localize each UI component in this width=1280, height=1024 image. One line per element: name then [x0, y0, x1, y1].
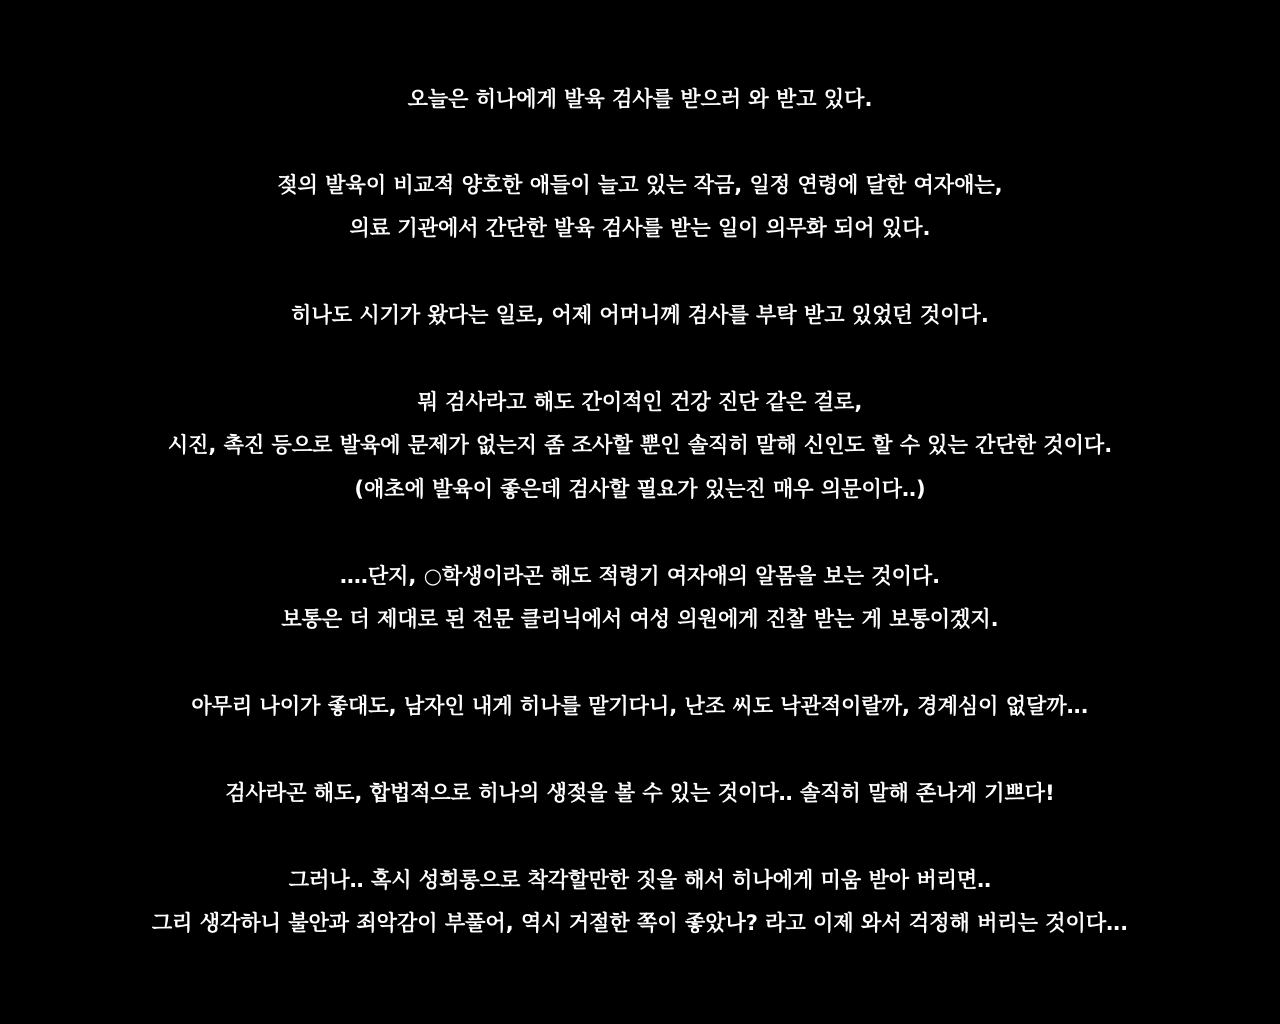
- narration-line: 검사라곤 해도, 합법적으로 히나의 생젖을 볼 수 있는 것이다‥ 솔직히 말해 존나게 기쁘다!: [225, 781, 1055, 805]
- narration-line: 아무리 나이가 좋대도, 남자인 내게 히나를 맡기다니, 난조 씨도 낙관적이랄까, 경계심이 없달까‥.: [191, 694, 1089, 718]
- narration-line: 뭐 검사라고 해도 간이적인 건강 진단 같은 걸로,: [417, 390, 863, 414]
- narration-line: 보통은 더 제대로 된 전문 클리닉에서 여성 의원에게 진찰 받는 게 보통이겠지.: [281, 607, 999, 631]
- narration-line: 그리 생각하니 불안과 죄악감이 부풀어, 역시 거절한 쪽이 좋았나? 라고 이제 와서 걱정해 버리는 것이다‥.: [151, 911, 1129, 935]
- narration-line: 그러나‥ 혹시 성희롱으로 착각할만한 짓을 해서 히나에게 미움 받아 버리면‥: [288, 868, 992, 892]
- narration-line: 시진, 촉진 등으로 발육에 문제가 없는지 좀 조사할 뿐인 솔직히 말해 신인도 할 수 있는 간단한 것이다.: [167, 433, 1113, 457]
- narration-line: 오늘은 히나에게 발육 검사를 받으러 와 받고 있다.: [407, 87, 873, 111]
- narration-line: ‥‥단지, ○학생이라곤 해도 적령기 여자애의 알몸을 보는 것이다.: [339, 564, 941, 588]
- narration-line: 히나도 시기가 왔다는 일로, 어제 어머니께 검사를 부탁 받고 있었던 것이다.: [291, 303, 989, 327]
- narration-line: 의료 기관에서 간단한 발육 검사를 받는 일이 의무화 되어 있다.: [349, 216, 931, 240]
- narration-line: 젖의 발육이 비교적 양호한 애들이 늘고 있는 작금, 일정 연령에 달한 여자애는,: [277, 173, 1003, 197]
- narration-line: (애초에 발육이 좋은데 검사할 필요가 있는진 매우 의문이다‥): [354, 477, 926, 501]
